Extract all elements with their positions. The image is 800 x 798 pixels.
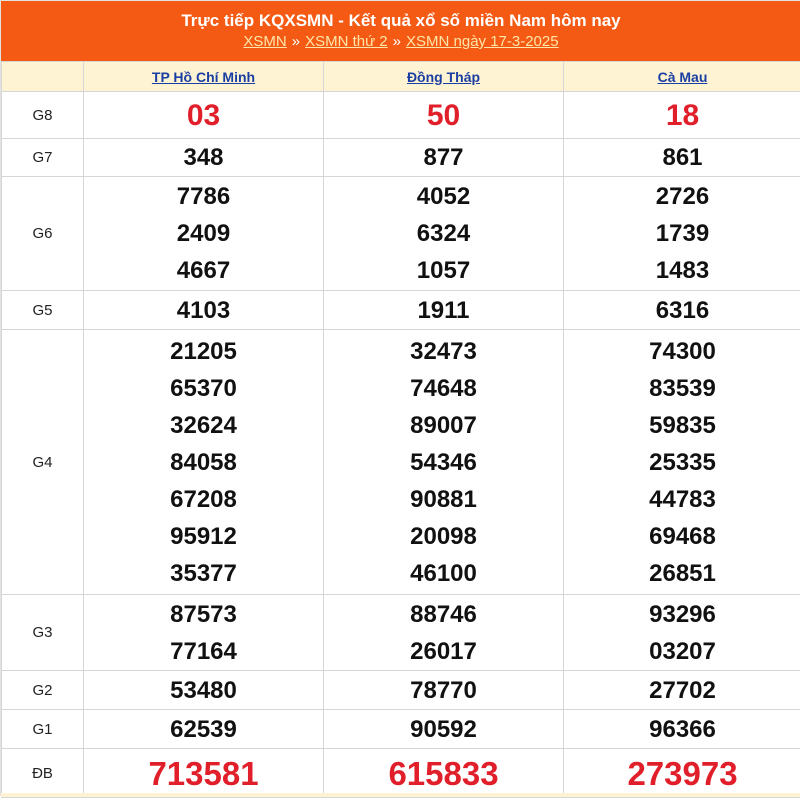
result-number: 6316 [564,292,800,329]
result-cell [84,291,324,330]
result-number: 273973 [564,755,800,792]
result-number: 88746 [324,596,563,633]
result-cell [84,139,324,177]
result-number: 84058 [84,444,323,481]
results-table [1,61,800,798]
prize-label: G2 [2,671,84,710]
result-number: 54346 [324,444,563,481]
result-number: 6324 [324,215,563,252]
result-cell [564,330,800,595]
prize-label: G1 [2,710,84,749]
province-header-row [2,62,800,92]
prize-label: G3 [2,595,84,671]
result-number: 74648 [324,370,563,407]
result-number: 83539 [564,370,800,407]
result-cell [564,749,800,798]
result-number: 90592 [324,711,563,748]
result-number: 62539 [84,711,323,748]
result-number: 20098 [324,518,563,555]
breadcrumb-xsmn-link[interactable]: XSMN [243,33,286,50]
result-cell [324,671,564,710]
prize-row [2,291,800,330]
result-number: 90881 [324,481,563,518]
breadcrumb-separator: » [393,33,401,50]
result-number: 77164 [84,633,323,670]
result-number: 25335 [564,444,800,481]
result-number: 26851 [564,555,800,592]
result-cell [84,671,324,710]
result-cell [324,139,564,177]
result-cell [564,595,800,671]
province-link-ca-mau[interactable]: Cà Mau [658,69,708,85]
result-number: 03 [84,97,323,134]
prize-row [2,710,800,749]
province-header [324,62,564,92]
result-number: 53480 [84,672,323,709]
result-number: 1911 [324,292,563,329]
result-number: 18 [564,97,800,134]
results-body [2,92,800,798]
result-cell [324,177,564,291]
prize-column-header [2,62,84,92]
prize-row [2,177,800,291]
result-number: 69468 [564,518,800,555]
prize-label: G5 [2,291,84,330]
breadcrumb-xsmn-monday-link[interactable]: XSMN thứ 2 [305,33,388,50]
prize-label: G7 [2,139,84,177]
prize-label: G4 [2,330,84,595]
result-number: 65370 [84,370,323,407]
result-number: 7786 [84,178,323,215]
province-header [84,62,324,92]
result-cell [324,749,564,798]
result-number: 87573 [84,596,323,633]
result-number: 78770 [324,672,563,709]
result-cell [324,710,564,749]
result-number: 1739 [564,215,800,252]
result-number: 03207 [564,633,800,670]
result-cell [564,710,800,749]
results-banner [1,1,800,61]
result-number: 1483 [564,252,800,289]
result-number: 50 [324,97,563,134]
result-cell [84,92,324,139]
result-cell [324,595,564,671]
breadcrumb-xsmn-date-link[interactable]: XSMN ngày 17-3-2025 [406,33,559,50]
result-cell [564,671,800,710]
prize-row [2,749,800,798]
result-number: 26017 [324,633,563,670]
province-header [564,62,800,92]
result-number: 861 [564,139,800,176]
result-cell [564,177,800,291]
prize-label: G8 [2,92,84,139]
result-cell [564,92,800,139]
result-number: 1057 [324,252,563,289]
result-cell [324,92,564,139]
result-number: 32624 [84,407,323,444]
result-number: 27702 [564,672,800,709]
result-cell [564,291,800,330]
prize-row [2,330,800,595]
table-footer-strip [1,793,800,797]
result-number: 44783 [564,481,800,518]
result-number: 96366 [564,711,800,748]
result-number: 4667 [84,252,323,289]
result-cell [84,749,324,798]
result-number: 713581 [84,755,323,792]
result-number: 2726 [564,178,800,215]
result-cell [84,330,324,595]
page-title: Trực tiếp KQXSMN - Kết quả xổ số miền Nam hôm nay [1,10,800,32]
result-number: 4103 [84,292,323,329]
result-number: 67208 [84,481,323,518]
result-number: 32473 [324,333,563,370]
result-number: 35377 [84,555,323,592]
result-number: 89007 [324,407,563,444]
result-number: 93296 [564,596,800,633]
result-number: 74300 [564,333,800,370]
breadcrumb-separator: » [292,33,300,50]
result-cell [324,291,564,330]
result-cell [324,330,564,595]
result-number: 877 [324,139,563,176]
result-cell [84,595,324,671]
result-number: 2409 [84,215,323,252]
prize-label: G6 [2,177,84,291]
result-cell [564,139,800,177]
result-number: 4052 [324,178,563,215]
result-number: 59835 [564,407,800,444]
result-number: 46100 [324,555,563,592]
result-cell [84,177,324,291]
province-link-dong-thap[interactable]: Đồng Tháp [407,69,480,85]
result-number: 348 [84,139,323,176]
prize-label: ĐB [2,749,84,798]
prize-row [2,139,800,177]
result-number: 95912 [84,518,323,555]
prize-row [2,671,800,710]
prize-row [2,595,800,671]
result-number: 21205 [84,333,323,370]
result-cell [84,710,324,749]
province-link-hcm[interactable]: TP Hồ Chí Minh [152,69,255,85]
prize-row [2,92,800,139]
breadcrumb [1,32,800,52]
result-number: 615833 [324,755,563,792]
